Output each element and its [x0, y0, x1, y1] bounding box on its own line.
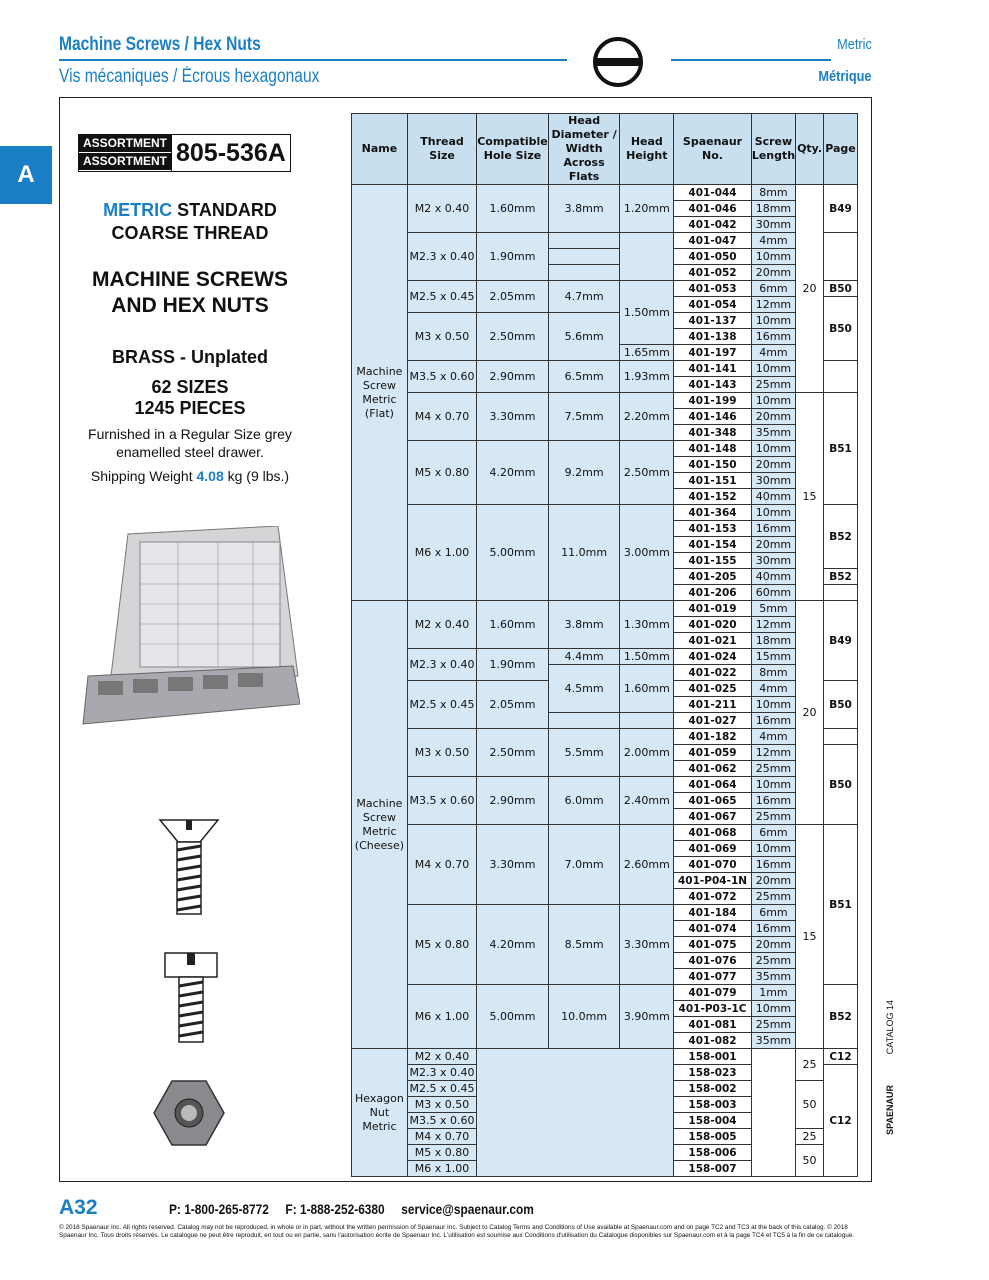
table-cell: 401-050 [674, 249, 752, 265]
table-cell: 401-047 [674, 233, 752, 249]
table-cell: 16mm [751, 713, 795, 729]
table-cell: 401-151 [674, 473, 752, 489]
table-cell [824, 729, 858, 745]
material: BRASS - Unplated [111, 347, 268, 367]
table-cell: 10mm [751, 441, 795, 457]
table-cell: 158-005 [674, 1129, 752, 1145]
table-cell: 158-023 [674, 1065, 752, 1081]
table-cell: 30mm [751, 217, 795, 233]
furnished-text-2: enamelled steel drawer. [116, 444, 264, 460]
brand-label: SPAENAUR [885, 1085, 895, 1135]
table-cell: 401-025 [674, 681, 752, 697]
table-cell: 20mm [751, 409, 795, 425]
table-row [352, 825, 858, 841]
table-cell: 50 [796, 1145, 824, 1177]
table-cell: M2.5 x 0.45 [407, 281, 476, 313]
page-header [59, 32, 872, 92]
header-head-diameter: Head Diameter / Width Across Flats [548, 114, 620, 185]
parts-table [351, 113, 858, 1177]
table-cell: 10mm [751, 697, 795, 713]
table-cell: 401-077 [674, 969, 752, 985]
table-cell: 6mm [751, 825, 795, 841]
table-cell: 401-138 [674, 329, 752, 345]
assortment-number: 805-536A [171, 135, 290, 171]
table-cell: 2.05mm [477, 281, 549, 313]
table-cell: 401-205 [674, 569, 752, 585]
table-cell: 3.30mm [477, 393, 549, 441]
table-cell: 401-044 [674, 185, 752, 201]
title-en: Machine Screws / Hex Nuts [59, 34, 261, 55]
contact-line: P: 1-800-265-8772 F: 1-888-252-6380 service@spaenaur.com [169, 1201, 534, 1217]
table-cell: 6mm [751, 281, 795, 297]
table-row [352, 905, 858, 921]
table-cell: 401-020 [674, 617, 752, 633]
table-cell: M5 x 0.80 [407, 1145, 476, 1161]
table-cell: 7.5mm [548, 393, 620, 441]
table-cell: 401-062 [674, 761, 752, 777]
assortment-label: ASSORTMENT [79, 135, 171, 153]
table-cell: M3 x 0.50 [407, 313, 476, 361]
table-cell: 401-069 [674, 841, 752, 857]
table-cell: 401-211 [674, 697, 752, 713]
table-row [352, 649, 858, 665]
table-cell: 10mm [751, 841, 795, 857]
drawer-image [78, 526, 300, 726]
table-cell: 158-001 [674, 1049, 752, 1065]
table-cell: 1.60mm [477, 185, 549, 233]
table-cell: 10mm [751, 393, 795, 409]
table-cell: B52 [824, 985, 858, 1049]
table-cell: 4mm [751, 681, 795, 697]
table-cell: 401-076 [674, 953, 752, 969]
table-cell: 60mm [751, 585, 795, 601]
table-cell: 3.8mm [548, 601, 620, 649]
table-cell [620, 233, 674, 281]
table-cell: 1.93mm [620, 361, 674, 393]
table-cell: Machine Screw Metric (Flat) [352, 185, 408, 601]
table-cell: 401-197 [674, 345, 752, 361]
table-cell: 10mm [751, 505, 795, 521]
assortment-panel [60, 98, 350, 1181]
table-cell: 12mm [751, 745, 795, 761]
table-cell: 20 [796, 601, 824, 825]
table-cell: 15 [796, 825, 824, 1049]
table-cell: 8mm [751, 665, 795, 681]
table-cell: 401-021 [674, 633, 752, 649]
table-cell: 2.00mm [620, 729, 674, 777]
table-cell: 401-068 [674, 825, 752, 841]
table-cell: M6 x 1.00 [407, 985, 476, 1049]
table-cell: 6.5mm [548, 361, 620, 393]
table-cell: 2.90mm [477, 777, 549, 825]
table-cell: 1.60mm [620, 665, 674, 713]
table-cell: 401-054 [674, 297, 752, 313]
slotted-head-icon [592, 36, 644, 88]
table-cell: 4mm [751, 729, 795, 745]
table-cell: 10mm [751, 1001, 795, 1017]
metric-standard: METRIC STANDARD [103, 200, 277, 220]
table-cell: 30mm [751, 473, 795, 489]
table-cell: 2.20mm [620, 393, 674, 441]
header-screw-length: Screw Length [751, 114, 795, 185]
table-cell: M2.5 x 0.45 [407, 681, 476, 729]
table-cell: 401-P03-1C [674, 1001, 752, 1017]
table-cell: 40mm [751, 569, 795, 585]
table-cell: 16mm [751, 857, 795, 873]
table-cell [548, 233, 620, 249]
table-cell: 18mm [751, 633, 795, 649]
table-row [352, 313, 858, 329]
table-cell: M5 x 0.80 [407, 905, 476, 985]
table-cell: M2.3 x 0.40 [407, 1065, 476, 1081]
header-rule-left [59, 59, 567, 61]
header-head-height: Head Height [620, 114, 674, 185]
table-cell: 1.20mm [620, 185, 674, 233]
table-cell: 401-079 [674, 985, 752, 1001]
table-cell: B49 [824, 601, 858, 681]
table-cell: 401-152 [674, 489, 752, 505]
pieces-count: 1245 PIECES [134, 398, 246, 418]
table-cell: Machine Screw Metric (Cheese) [352, 601, 408, 1049]
machine-screws-title: MACHINE SCREWS [91, 268, 288, 291]
table-cell: B50 [824, 297, 858, 361]
table-cell: 2.50mm [477, 729, 549, 777]
table-cell: 10mm [751, 777, 795, 793]
table-cell: 5.6mm [548, 313, 620, 361]
table-cell: 11.0mm [548, 505, 620, 601]
catalog-label: CATALOG 14 [885, 1000, 895, 1055]
hex-nut-icon [152, 1078, 226, 1148]
table-cell: 401-348 [674, 425, 752, 441]
table-cell [620, 713, 674, 729]
table-cell: 10.0mm [548, 985, 620, 1049]
table-cell: 6.0mm [548, 777, 620, 825]
table-cell: 4.4mm [548, 649, 620, 665]
table-cell: 25 [796, 1049, 824, 1081]
table-row [352, 985, 858, 1001]
table-row [352, 505, 858, 521]
table-cell: B50 [824, 681, 858, 729]
table-cell [548, 249, 620, 265]
table-cell: 401-364 [674, 505, 752, 521]
table-cell: 35mm [751, 425, 795, 441]
table-cell: 1.60mm [477, 601, 549, 649]
table-cell: 401-065 [674, 793, 752, 809]
header-page: Page [824, 114, 858, 185]
assortment-label-fr: ASSORTMENT [79, 153, 171, 171]
table-cell: M3.5 x 0.60 [407, 1113, 476, 1129]
table-cell: 35mm [751, 1033, 795, 1049]
table-cell: 401-081 [674, 1017, 752, 1033]
table-cell [824, 585, 858, 601]
table-cell: 2.50mm [620, 441, 674, 505]
table-cell: 3.90mm [620, 985, 674, 1049]
table-row [352, 281, 858, 297]
table-cell: 401-146 [674, 409, 752, 425]
table-cell: 4.20mm [477, 905, 549, 985]
table-cell: Hexagon Nut Metric [352, 1049, 408, 1177]
table-row [352, 361, 858, 377]
header-thread-size: Thread Size [407, 114, 476, 185]
table-cell: 401-155 [674, 553, 752, 569]
table-cell: 12mm [751, 617, 795, 633]
table-cell: 25mm [751, 1017, 795, 1033]
table-cell: 401-143 [674, 377, 752, 393]
table-cell: 5.5mm [548, 729, 620, 777]
table-cell: 401-042 [674, 217, 752, 233]
table-cell: 25mm [751, 889, 795, 905]
content-frame [59, 97, 872, 1182]
table-cell: 401-053 [674, 281, 752, 297]
header-rule-right [671, 59, 831, 61]
table-row [352, 233, 858, 249]
table-cell: 401-154 [674, 537, 752, 553]
table-cell: 158-006 [674, 1145, 752, 1161]
furnished-text-1: Furnished in a Regular Size grey [88, 426, 292, 442]
table-cell: 401-019 [674, 601, 752, 617]
table-cell: 2.05mm [477, 681, 549, 729]
table-cell: 401-022 [674, 665, 752, 681]
table-cell: 158-007 [674, 1161, 752, 1177]
table-cell: 401-184 [674, 905, 752, 921]
shipping-weight: Shipping Weight 4.08 kg (9 lbs.) [90, 468, 290, 484]
header-spaenaur-no: Spaenaur No. [674, 114, 752, 185]
table-cell [751, 1049, 795, 1177]
table-cell: 8mm [751, 185, 795, 201]
table-row [352, 393, 858, 409]
table-cell: 35mm [751, 969, 795, 985]
table-cell: 2.90mm [477, 361, 549, 393]
table-cell: 401-072 [674, 889, 752, 905]
table-cell: B49 [824, 185, 858, 233]
table-cell: 20mm [751, 937, 795, 953]
table-cell: 401-148 [674, 441, 752, 457]
table-cell: 401-074 [674, 921, 752, 937]
table-cell: 1.50mm [620, 649, 674, 665]
table-cell: 20mm [751, 265, 795, 281]
table-cell: 401-082 [674, 1033, 752, 1049]
table-cell: 401-075 [674, 937, 752, 953]
table-cell: M2 x 0.40 [407, 601, 476, 649]
table-cell: 1.90mm [477, 649, 549, 681]
table-cell: 16mm [751, 793, 795, 809]
table-cell: C12 [824, 1065, 858, 1177]
table-header-row [352, 114, 858, 185]
table-cell [824, 233, 858, 281]
table-row [352, 1049, 858, 1065]
title-fr: Vis mécaniques / Écrous hexagonaux [59, 66, 320, 87]
table-cell: 15mm [751, 649, 795, 665]
table-cell: 1.50mm [620, 281, 674, 345]
table-cell: 401-027 [674, 713, 752, 729]
table-cell: 3.8mm [548, 185, 620, 233]
table-row [352, 441, 858, 457]
table-cell: 401-052 [674, 265, 752, 281]
table-cell: 18mm [751, 201, 795, 217]
table-cell: 50 [796, 1081, 824, 1129]
metric-label-en: Metric [837, 36, 872, 53]
table-cell: B52 [824, 505, 858, 569]
flat-screw-icon [158, 818, 220, 916]
table-cell: 30mm [751, 553, 795, 569]
table-cell: 20mm [751, 457, 795, 473]
table-cell: 25 [796, 1129, 824, 1145]
table-cell: 2.60mm [620, 825, 674, 905]
table-cell: 401-206 [674, 585, 752, 601]
table-cell: 4mm [751, 345, 795, 361]
table-cell: M6 x 1.00 [407, 1161, 476, 1177]
table-cell: B52 [824, 569, 858, 585]
table-cell: 158-002 [674, 1081, 752, 1097]
table-cell: B50 [824, 281, 858, 297]
table-cell: 4mm [751, 233, 795, 249]
table-cell: 10mm [751, 249, 795, 265]
table-cell: 1.65mm [620, 345, 674, 361]
table-cell: 25mm [751, 953, 795, 969]
table-cell: M4 x 0.70 [407, 393, 476, 441]
table-cell: 401-199 [674, 393, 752, 409]
table-cell: 25mm [751, 761, 795, 777]
table-cell: M3 x 0.50 [407, 1097, 476, 1113]
table-row [352, 185, 858, 201]
section-tab[interactable]: A [0, 146, 52, 204]
legal-text: © 2018 Spaenaur Inc. All rights reserved. Catalog may not be reproduced, in whole or in part, without the written permission of Spaenaur Inc. Subject to Catalog Terms and Conditions of Use available at Spaenaur.com and on page TC2 and TC3 at the back of this catalog. © 2018 Spaenaur Inc. Tous droits réservés. Le catalogue ne peut être reproduit, en tout ou en partie, sans l'autorisation écrite de Spaenaur Inc. L'utilisation est soumise aux Conditions d'utilisation du Catalogue disponibles sur Spaenaur.com et à la page TC4 et TC5 à la fin de ce catalogue. [59, 1224, 855, 1239]
header-qty: Qty. [796, 114, 824, 185]
table-row [352, 777, 858, 793]
table-cell: M2.5 x 0.45 [407, 1081, 476, 1097]
table-cell: 16mm [751, 921, 795, 937]
table-cell: M2 x 0.40 [407, 185, 476, 233]
table-cell: 8.5mm [548, 905, 620, 985]
table-cell: 1mm [751, 985, 795, 1001]
coarse-thread: COARSE THREAD [111, 223, 269, 243]
table-cell: 12mm [751, 297, 795, 313]
table-cell [477, 1049, 674, 1177]
table-cell: 5.00mm [477, 985, 549, 1049]
table-cell: 4.7mm [548, 281, 620, 313]
table-cell: C12 [824, 1049, 858, 1065]
table-cell: M5 x 0.80 [407, 441, 476, 505]
table-cell: 2.50mm [477, 313, 549, 361]
table-cell: 3.00mm [620, 505, 674, 601]
table-cell: 1.30mm [620, 601, 674, 649]
table-cell: B51 [824, 393, 858, 505]
header-name: Name [352, 114, 408, 185]
table-cell: 158-003 [674, 1097, 752, 1113]
table-cell: 401-046 [674, 201, 752, 217]
table-cell: 7.0mm [548, 825, 620, 905]
table-cell: 401-059 [674, 745, 752, 761]
table-cell: M3.5 x 0.60 [407, 361, 476, 393]
table-cell: 4.20mm [477, 441, 549, 505]
table-cell [548, 713, 620, 729]
table-cell: 401-153 [674, 521, 752, 537]
table-cell: 401-064 [674, 777, 752, 793]
table-cell: M2.3 x 0.40 [407, 233, 476, 281]
table-cell: 1.90mm [477, 233, 549, 281]
table-cell: 15 [796, 393, 824, 601]
table-cell: 158-004 [674, 1113, 752, 1129]
table-row [352, 601, 858, 617]
table-cell: 20 [796, 185, 824, 393]
table-cell: 20mm [751, 537, 795, 553]
table-cell: M2 x 0.40 [407, 1049, 476, 1065]
table-cell: 4.5mm [548, 665, 620, 713]
table-cell: 401-150 [674, 457, 752, 473]
table-cell: 16mm [751, 329, 795, 345]
table-cell: M2.3 x 0.40 [407, 649, 476, 681]
hex-nuts-title: AND HEX NUTS [111, 294, 269, 317]
table-cell: 3.30mm [620, 905, 674, 985]
table-cell: 5mm [751, 601, 795, 617]
table-cell: 6mm [751, 905, 795, 921]
table-cell: 401-182 [674, 729, 752, 745]
sizes-count: 62 SIZES [151, 377, 229, 397]
table-cell: M3 x 0.50 [407, 729, 476, 777]
table-cell: 401-137 [674, 313, 752, 329]
table-cell: 25mm [751, 809, 795, 825]
header-hole-size: Compatible Hole Size [477, 114, 549, 185]
table-cell: 401-067 [674, 809, 752, 825]
table-cell: 3.30mm [477, 825, 549, 905]
table-cell: 10mm [751, 361, 795, 377]
cheese-screw-icon [162, 948, 220, 1044]
table-cell: 20mm [751, 873, 795, 889]
metric-label-fr: Métrique [818, 68, 872, 85]
table-cell: B51 [824, 825, 858, 985]
table-cell: 16mm [751, 521, 795, 537]
table-cell: 2.40mm [620, 777, 674, 825]
table-cell [824, 361, 858, 393]
table-cell: 401-024 [674, 649, 752, 665]
assortment-box [78, 134, 291, 172]
table-cell: 401-P04-1N [674, 873, 752, 889]
table-cell: 10mm [751, 313, 795, 329]
table-cell: M4 x 0.70 [407, 825, 476, 905]
page-number: A32 [59, 1196, 98, 1219]
table-row [352, 729, 858, 745]
table-cell: 25mm [751, 377, 795, 393]
table-cell: 40mm [751, 489, 795, 505]
table-cell: 401-070 [674, 857, 752, 873]
table-cell: M3.5 x 0.60 [407, 777, 476, 825]
table-cell: B50 [824, 745, 858, 825]
table-cell: 5.00mm [477, 505, 549, 601]
table-cell: 9.2mm [548, 441, 620, 505]
table-cell: 401-141 [674, 361, 752, 377]
table-cell: M6 x 1.00 [407, 505, 476, 601]
table-cell: M4 x 0.70 [407, 1129, 476, 1145]
table-cell [548, 265, 620, 281]
